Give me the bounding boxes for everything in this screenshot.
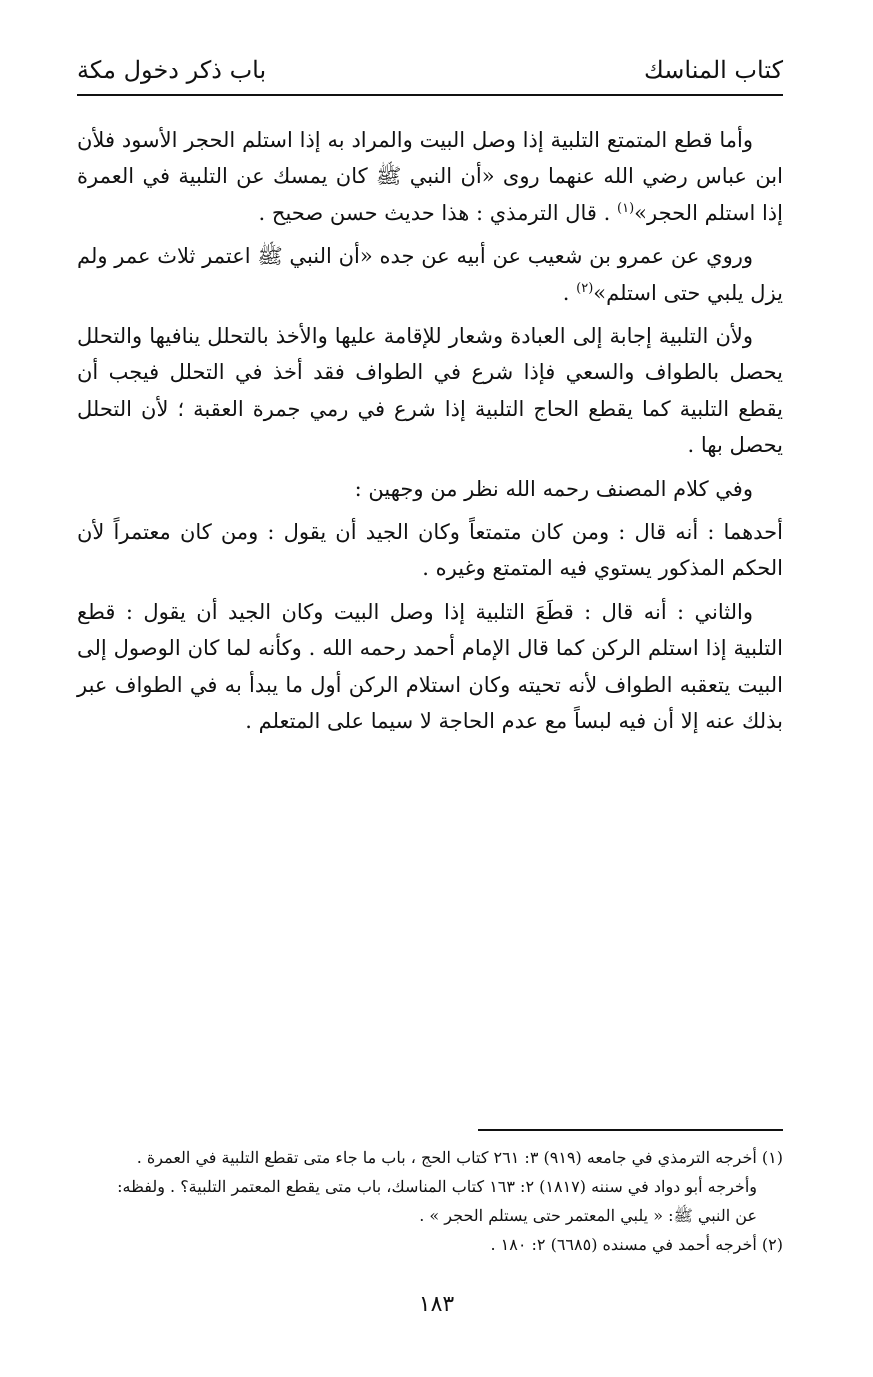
footnote-2: (٢) أخرجه أحمد في مسنده (٦٦٨٥) ٢: ١٨٠ .	[490, 1235, 783, 1254]
footnote-1: (١) أخرجه الترمذي في جامعه (٩١٩) ٣: ٢٦١ كتاب الحج ، باب ما جاء متى تقطع التلبية في العمرة .	[136, 1148, 783, 1167]
paragraph-1	[77, 122, 783, 231]
paragraph-1-text: وأما قطع المتمتع التلبية إذا وصل البيت والمراد به إذا استلم الحجر الأسود فلأن ابن عباس رضي الله عنهما روى «أن النبي ﷺ كان يمسك عن التلبية في العمرة إذا استلم الحجر»	[77, 128, 783, 225]
paragraph-5: أحدهما : أنه قال : ومن كان متمتعاً وكان الجيد أن يقول : ومن كان معتمراً لأن الحكم المذكور يستوي فيه المتمتع وغيره .	[77, 520, 783, 581]
running-head	[77, 52, 783, 96]
paragraph-2	[77, 238, 783, 311]
paragraph-3: ولأن التلبية إجابة إلى العبادة وشعار للإقامة عليها والأخذ بالتحلل ينافيها والتحلل يحصل بالطواف والسعي فإذا شرع في الطواف فقد أخذ في التحلل فيجب أن يقطع التلبية كما يقطع الحاج التلبية إذا شرع في رمي جمرة العقبة ؛ لأن التحلل يحصل بها .	[77, 324, 783, 458]
footnote-1-continuation: وأخرجه أبو دواد في سننه (١٨١٧) ٢: ١٦٣ كتاب المناسك، باب متى يقطع المعتمر التلبية؟ . ولفظه:	[117, 1177, 757, 1196]
paragraph-4: وفي كلام المصنف رحمه الله نظر من وجهين :	[354, 476, 753, 501]
footnote-ref-2: (٢)	[576, 280, 594, 296]
book-title: كتاب المناسك	[644, 56, 783, 84]
footnotes	[77, 1143, 783, 1259]
footnote-separator	[478, 1129, 783, 1131]
footnote-1-quote: عن النبي ﷺ: « يلبي المعتمر حتى يستلم الحجر » .	[419, 1206, 757, 1225]
paragraph-2-tail: .	[562, 280, 577, 305]
paragraph-2-text: وروي عن عمرو بن شعيب عن أبيه عن جده «أن النبي ﷺ اعتمر ثلاث عمر ولم يزل يلبي حتى استلم»	[77, 244, 783, 305]
page-number: ١٨٣	[418, 1292, 455, 1317]
chapter-title: باب ذكر دخول مكة	[77, 56, 267, 84]
main-text	[77, 122, 783, 747]
footnote-ref-1: (١)	[617, 200, 635, 216]
paragraph-1-tail: . قال الترمذي : هذا حديث حسن صحيح .	[258, 200, 617, 225]
paragraph-6: والثاني : أنه قال : قطَعَ التلبية إذا وصل البيت وكان الجيد أن يقول : قطع التلبية إذا استلم الركن كما قال الإمام أحمد رحمه الله . وكأنه لما كان الوصول إلى البيت يتعقبه الطواف لأنه تحيته وكان استلام الركن أول ما يبدأ به في الطواف عبر بذلك عنه إلا أن فيه لبساً مع عدم الحاجة لا سيما على المتعلم .	[77, 599, 783, 734]
